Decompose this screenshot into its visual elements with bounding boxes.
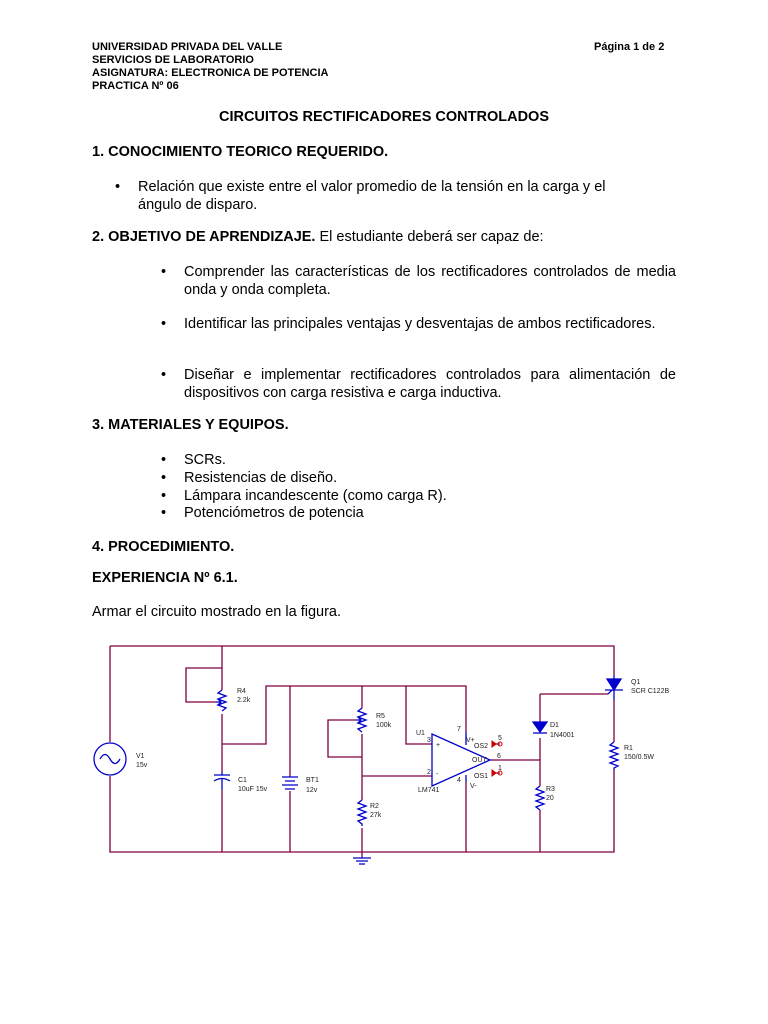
bullet-text: Resistencias de diseño. xyxy=(184,470,338,486)
header-subject: ASIGNATURA: ELECTRONICA DE POTENCIA xyxy=(92,67,329,79)
label-u1-part: LM741 xyxy=(418,787,440,794)
q1-scr-gate xyxy=(605,690,623,700)
label-q1-value: SCR C122B xyxy=(631,688,670,695)
label-r3: R3 xyxy=(546,786,555,793)
bullet-dot: • xyxy=(161,367,167,383)
bullet-dot: • xyxy=(161,505,167,521)
schematic-wires xyxy=(110,646,614,858)
label-v1-value: 15v xyxy=(136,762,148,769)
section-2-title: 2. OBJETIVO DE APRENDIZAJE. xyxy=(92,229,316,245)
section-3-heading: 3. MATERIALES Y EQUIPOS. xyxy=(92,417,289,433)
section-2-intro: El estudiante deberá ser capaz de: xyxy=(315,229,544,245)
bullet-dot: • xyxy=(161,316,167,332)
label-r1-value: 150/0.5W xyxy=(624,754,654,761)
section-4-heading: 4. PROCEDIMIENTO. xyxy=(92,539,235,555)
r2-resistor-symbol xyxy=(358,800,366,826)
label-r2-value: 27k xyxy=(370,812,382,819)
label-r5-value: 100k xyxy=(376,722,392,729)
label-bt1: BT1 xyxy=(306,777,319,784)
label-u1: U1 xyxy=(416,730,425,737)
r1-resistor-symbol xyxy=(610,742,618,770)
header-university: UNIVERSIDAD PRIVADA DEL VALLE xyxy=(92,41,283,53)
schematic-components xyxy=(94,675,623,864)
label-bt1-value: 12v xyxy=(306,787,318,794)
label-r5: R5 xyxy=(376,713,385,720)
label-vplus: V+ xyxy=(466,737,475,744)
label-d1-value: 1N4001 xyxy=(550,732,575,739)
label-pin-7: 7 xyxy=(457,726,461,733)
label-vminus: V- xyxy=(470,783,477,790)
label-r3-value: 20 xyxy=(546,795,554,802)
label-r4-value: 2.2k xyxy=(237,697,251,704)
label-os2: OS2 xyxy=(474,743,489,750)
label-out: OUT xyxy=(472,757,487,764)
bullet-dot: • xyxy=(161,264,167,280)
label-r4: R4 xyxy=(237,688,246,695)
label-r2: R2 xyxy=(370,803,379,810)
label-pin-5: 5 xyxy=(498,735,502,742)
schematic-labels xyxy=(136,679,669,819)
label-os1: OS1 xyxy=(474,773,489,780)
label-pin-2: 2 xyxy=(427,769,431,776)
bullet-dot: • xyxy=(161,470,167,486)
header-service: SERVICIOS DE LABORATORIO xyxy=(92,54,254,66)
d1-diode-symbol xyxy=(533,722,547,732)
bullet-text: Potenciómetros de potencia xyxy=(184,505,364,521)
bullet-text: Comprender las características de los rectificadores controlados de media onda y onda completa. xyxy=(184,264,676,298)
label-pin-1: 1 xyxy=(498,765,502,772)
bullet-dot: • xyxy=(161,452,167,468)
label-c1-value: 10uF 15v xyxy=(238,786,268,793)
label-v1: V1 xyxy=(136,753,145,760)
label-opamp-minus: - xyxy=(436,771,439,778)
label-opamp-plus: + xyxy=(436,742,441,749)
q1-scr-symbol xyxy=(607,679,621,690)
bullet-dot: • xyxy=(115,179,121,195)
label-pin-6: 6 xyxy=(497,753,501,760)
r3-resistor-symbol xyxy=(536,786,544,810)
section-1-heading: 1. CONOCIMIENTO TEORICO REQUERIDO. xyxy=(92,144,389,160)
label-c1: C1 xyxy=(238,777,247,784)
bullet-text: Lámpara incandescente (como carga R). xyxy=(184,488,447,504)
experience-heading: EXPERIENCIA Nº 6.1. xyxy=(92,570,238,586)
header-practice: PRACTICA Nº 06 xyxy=(92,80,179,92)
instruction-text: Armar el circuito mostrado en la figura. xyxy=(92,604,342,620)
label-pin-4: 4 xyxy=(457,777,461,784)
page-number: Página 1 de 2 xyxy=(594,41,665,53)
bullet-text: Diseñar e implementar rectificadores controlados para alimentación de dispositivos con carga resistiva e carga inductiva. xyxy=(184,367,676,401)
label-r1: R1 xyxy=(624,745,633,752)
label-pin-3: 3 xyxy=(427,737,431,744)
bullet-text: SCRs. xyxy=(184,452,226,468)
ground-icon xyxy=(353,858,371,864)
bullet-dot: • xyxy=(161,488,167,504)
label-d1: D1 xyxy=(550,722,559,729)
bt1-battery-symbol xyxy=(282,777,298,789)
label-q1: Q1 xyxy=(631,679,641,686)
sine-wave-icon xyxy=(100,755,120,764)
bullet-text: Identificar las principales ventajas y desventajas de ambos rectificadores. xyxy=(184,316,656,332)
bullet-text: Relación que existe entre el valor promedio de la tensión en la carga y el ángulo de disparo. xyxy=(138,179,606,213)
page-title: CIRCUITOS RECTIFICADORES CONTROLADOS xyxy=(218,109,550,125)
